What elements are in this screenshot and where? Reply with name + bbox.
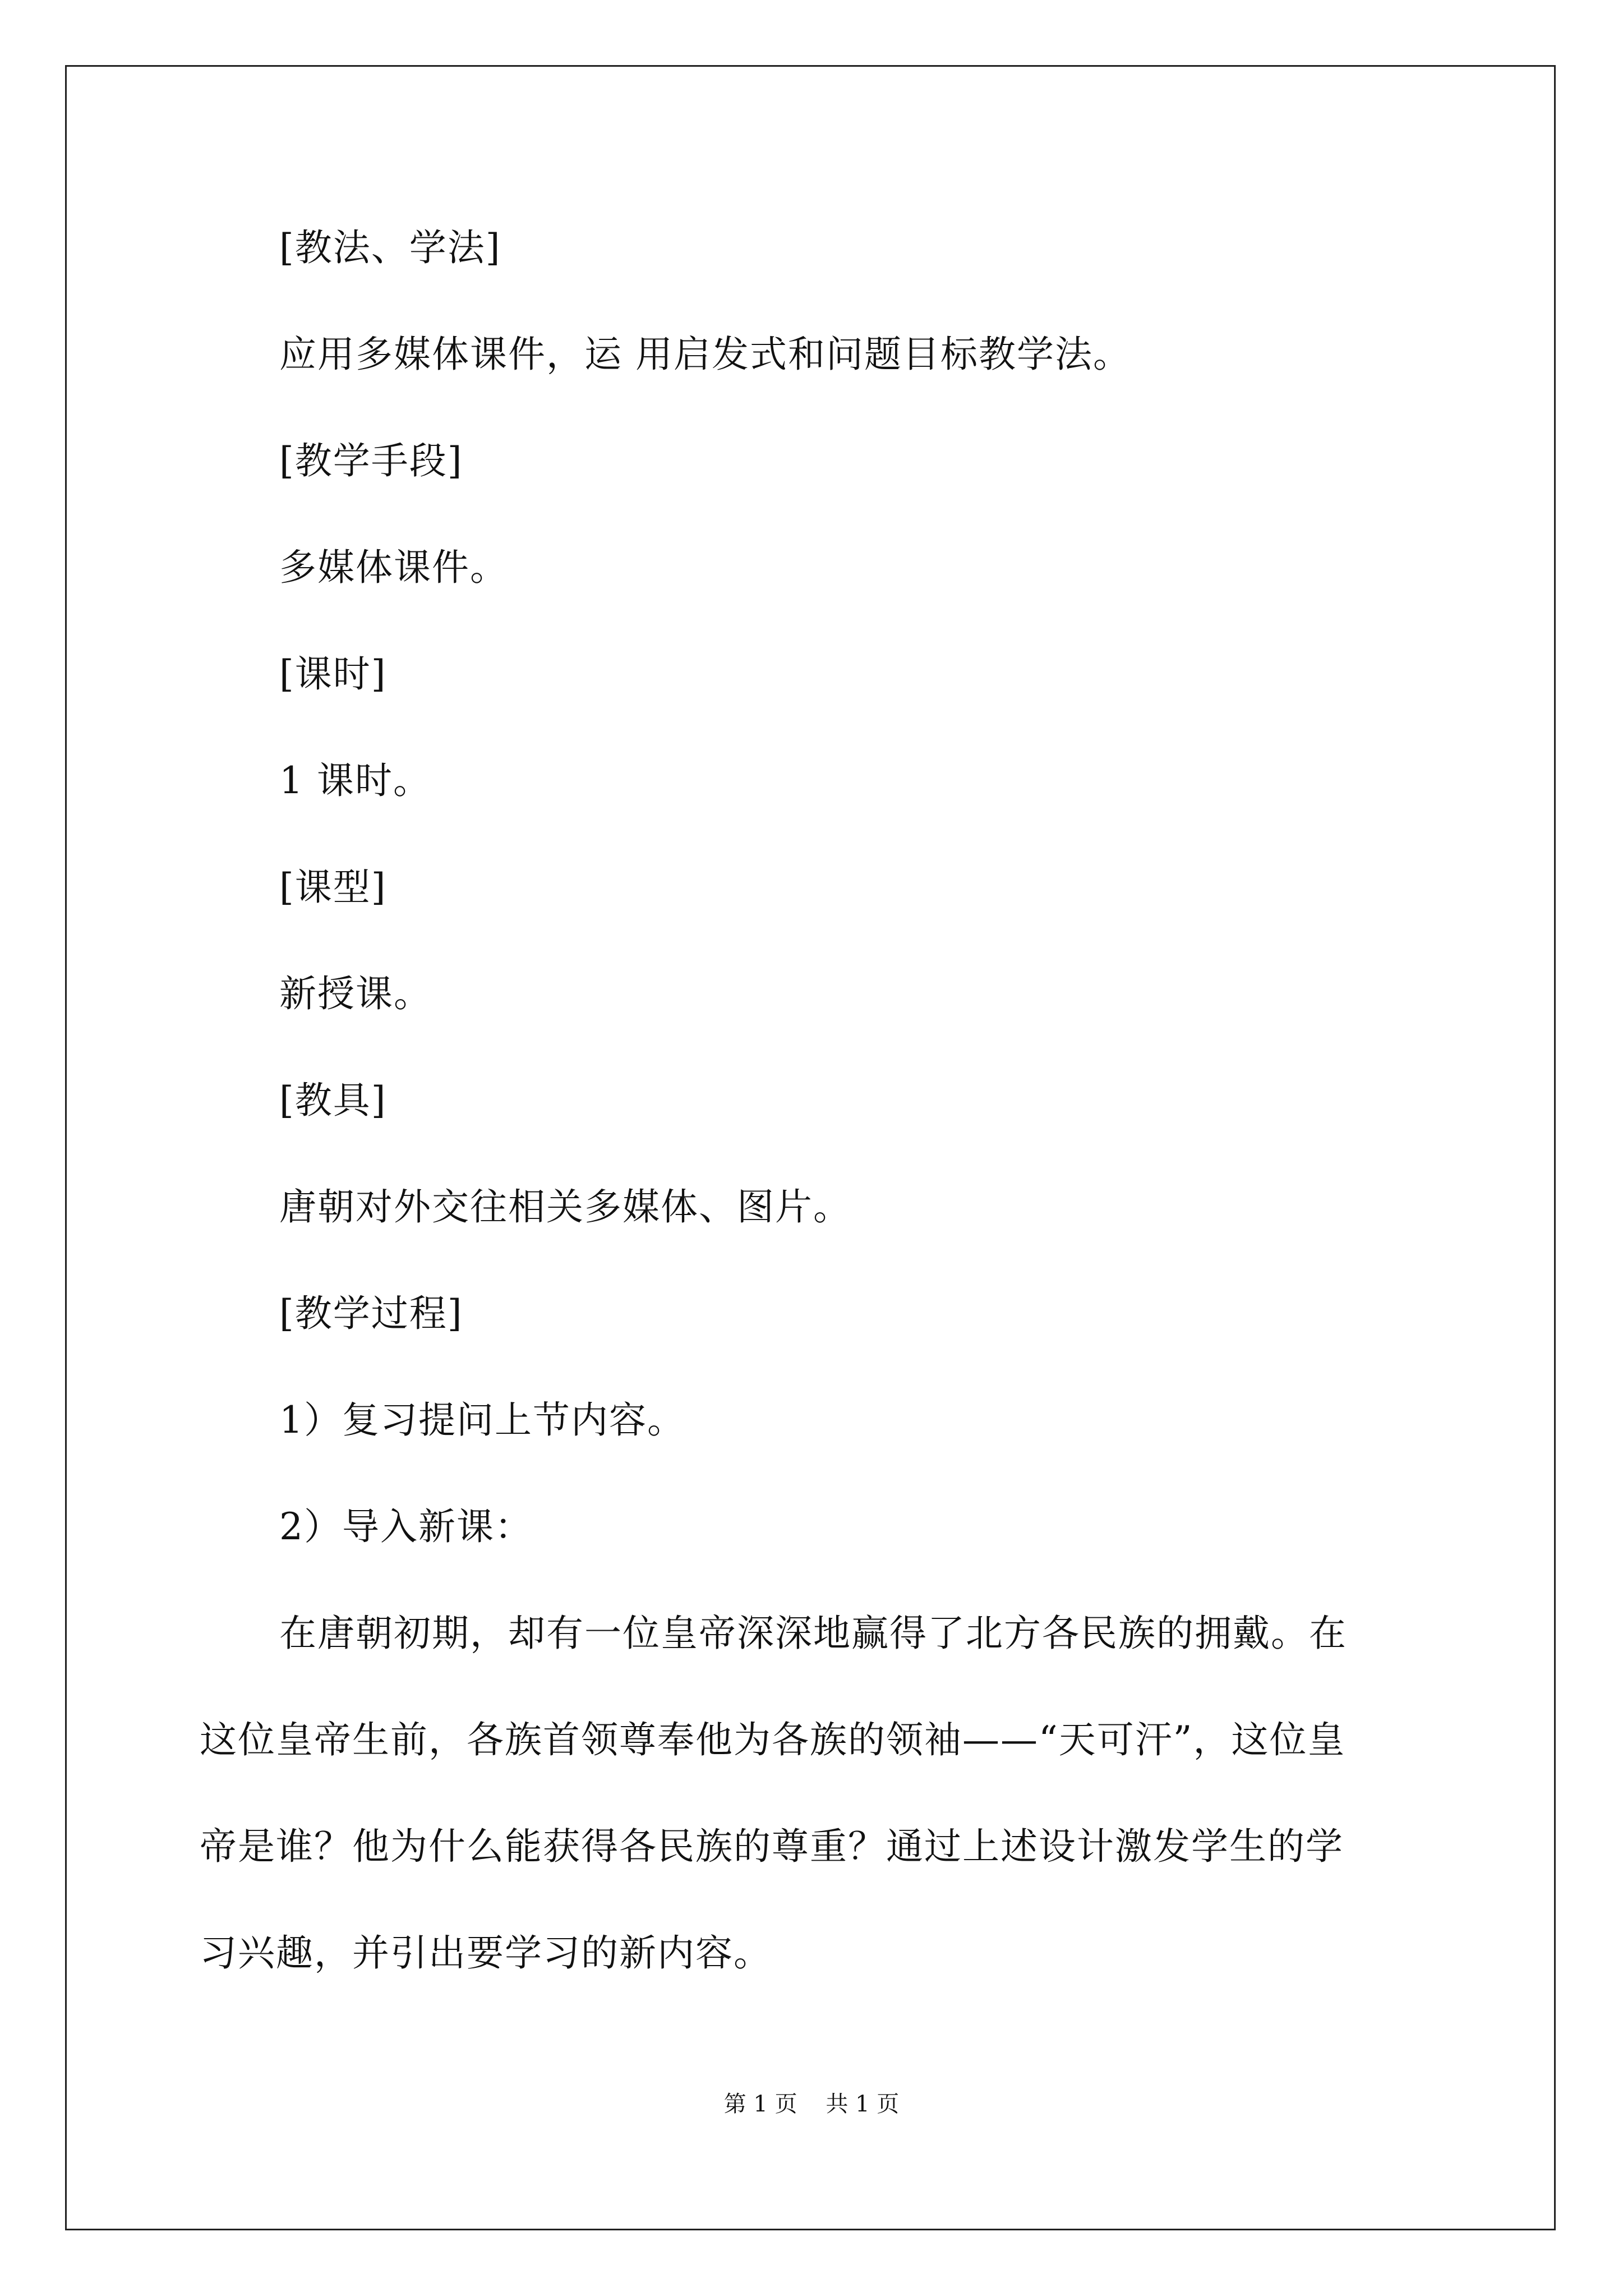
- closing-paragraph-line-3: 帝是谁？他为什么能获得各民族的尊重？通过上述设计激发学生的学: [200, 1825, 1344, 1868]
- paragraph-methods: 应用多媒体课件，运 用启发式和问题目标教学法。: [279, 333, 1131, 376]
- heading-teaching-means: [教学手段]: [279, 439, 463, 482]
- closing-paragraph-line-2: 这位皇帝生前，各族首领尊奉他为各族的领袖——“天可汗”，这位皇: [200, 1718, 1346, 1761]
- heading-lesson-type: [课型]: [279, 866, 387, 909]
- paragraph-class-hours: 1 课时。: [279, 759, 431, 802]
- paragraph-teaching-aids: 唐朝对外交往相关多媒体、图片。: [279, 1185, 851, 1228]
- closing-paragraph-line-1: 在唐朝初期，却有一位皇帝深深地赢得了北方各民族的拥戴。在: [279, 1612, 1347, 1655]
- heading-teaching-aids: [教具]: [279, 1079, 387, 1122]
- closing-paragraph-line-4: 习兴趣，并引出要学习的新内容。: [200, 1931, 772, 1975]
- process-step-2: 2）导入新课：: [279, 1505, 533, 1548]
- heading-class-hours: [课时]: [279, 652, 387, 696]
- page-number-footer: 第 1 页 共 1 页: [723, 2091, 900, 2117]
- heading-teaching-methods: [教法、学法]: [279, 226, 501, 269]
- process-step-1: 1）复习提问上节内容。: [279, 1398, 685, 1442]
- page-border: [65, 65, 1556, 2230]
- heading-teaching-process: [教学过程]: [279, 1292, 463, 1335]
- paragraph-means: 多媒体课件。: [279, 546, 508, 589]
- paragraph-lesson-type: 新授课。: [279, 972, 432, 1015]
